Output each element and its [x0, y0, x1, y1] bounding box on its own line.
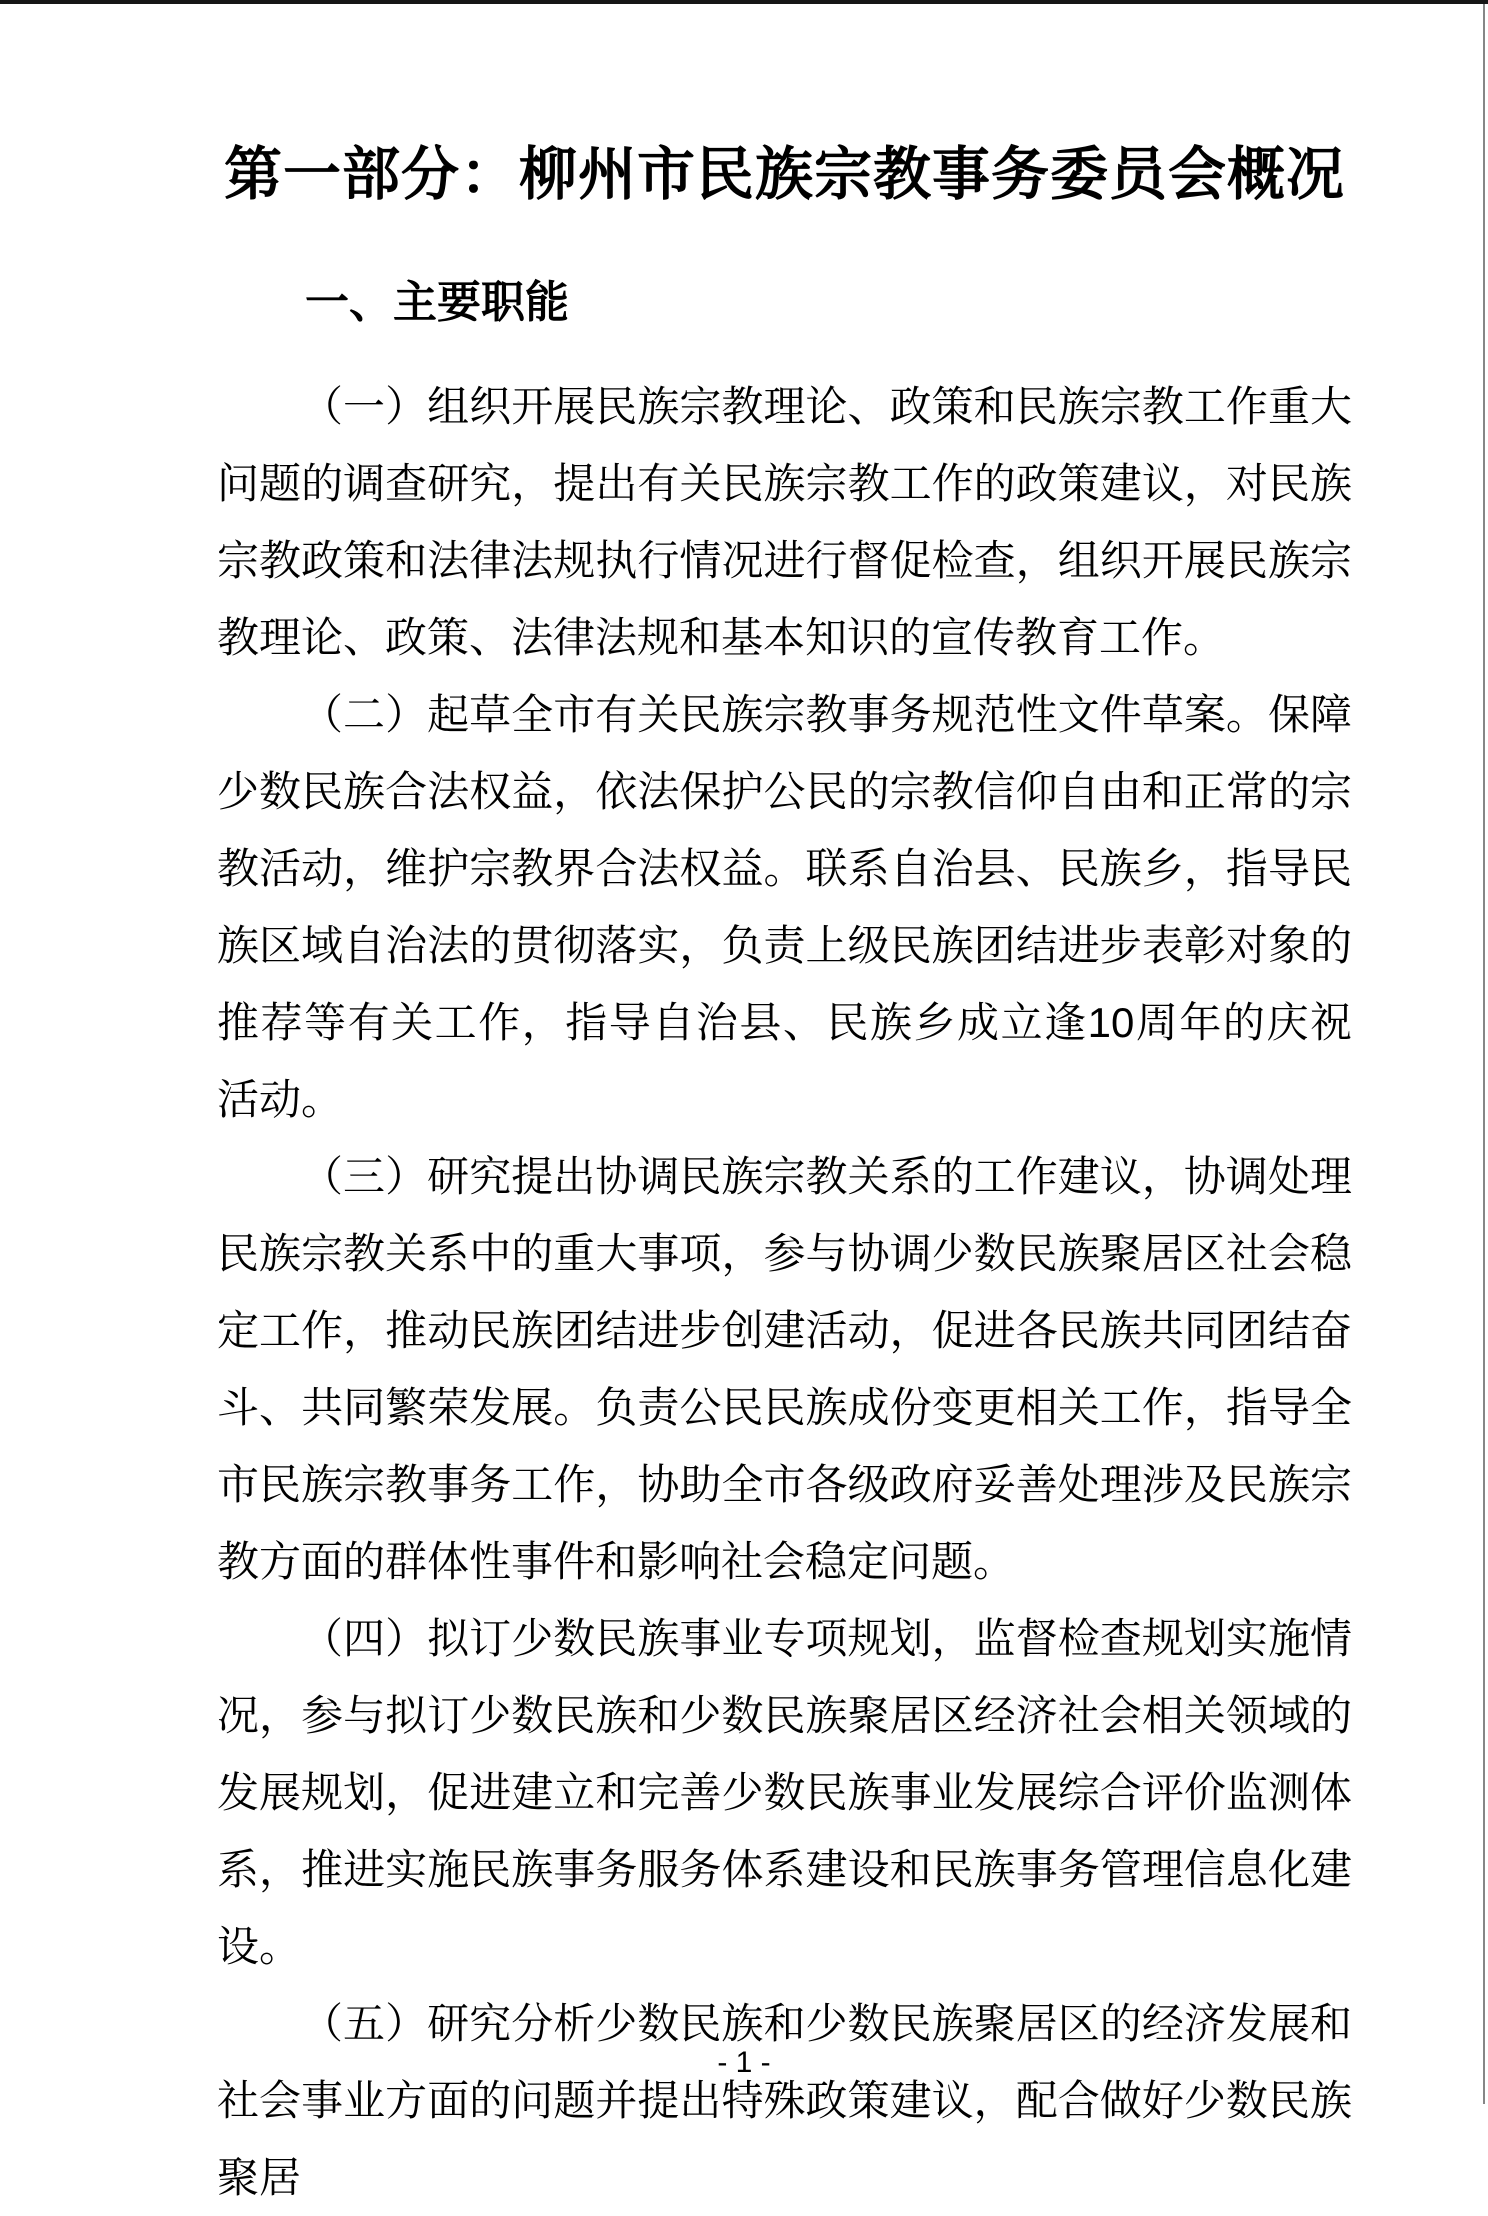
body-paragraph: （五）研究分析少数民族和少数民族聚居区的经济发展和社会事业方面的问题并提出特殊政策建议，配合做好少数民族聚居 — [217, 2000, 1352, 2201]
body-paragraph: （一）组织开展民族宗教理论、政策和民族宗教工作重大问题的调查研究，提出有关民族宗教工作的政策建议，对民族宗教政策和法律法规执行情况进行督促检查，组织开展民族宗教理论、政策、法律法规和基本知识的宣传教育工作。 — [217, 383, 1352, 661]
body-paragraph: （三）研究提出协调民族宗教关系的工作建议，协调处理民族宗教关系中的重大事项，参与协调少数民族聚居区社会稳定工作，推动民族团结进步创建活动，促进各民族共同团结奋斗、共同繁荣发展。负责公民民族成份变更相关工作，指导全市民族宗教事务工作，协助全市各级政府妥善处理涉及民族宗教方面的群体性事件和影响社会稳定问题。 — [217, 1153, 1352, 1585]
page-body — [217, 0, 1352, 2216]
page-right-border — [1483, 4, 1485, 2104]
section-heading: 一、主要职能 — [305, 278, 569, 327]
document-title: 第一部分：柳州市民族宗教事务委员会概况 — [223, 142, 1345, 207]
page-number: - 1 - — [717, 2046, 771, 2079]
body-paragraph: （二）起草全市有关民族宗教事务规范性文件草案。保障少数民族合法权益，依法保护公民的宗教信仰自由和正常的宗教活动，维护宗教界合法权益。联系自治县、民族乡，指导民族区域自治法的贯彻落实，负责上级民族团结进步表彰对象的推荐等有关工作，指导自治县、民族乡成立逢10周年的庆祝活动。 — [217, 691, 1352, 1123]
body-text — [217, 368, 1352, 2216]
body-paragraph: （四）拟订少数民族事业专项规划，监督检查规划实施情况，参与拟订少数民族和少数民族聚居区经济社会相关领域的发展规划，促进建立和完善少数民族事业发展综合评价监测体系，推进实施民族事务服务体系建设和民族事务管理信息化建设。 — [217, 1615, 1352, 1970]
